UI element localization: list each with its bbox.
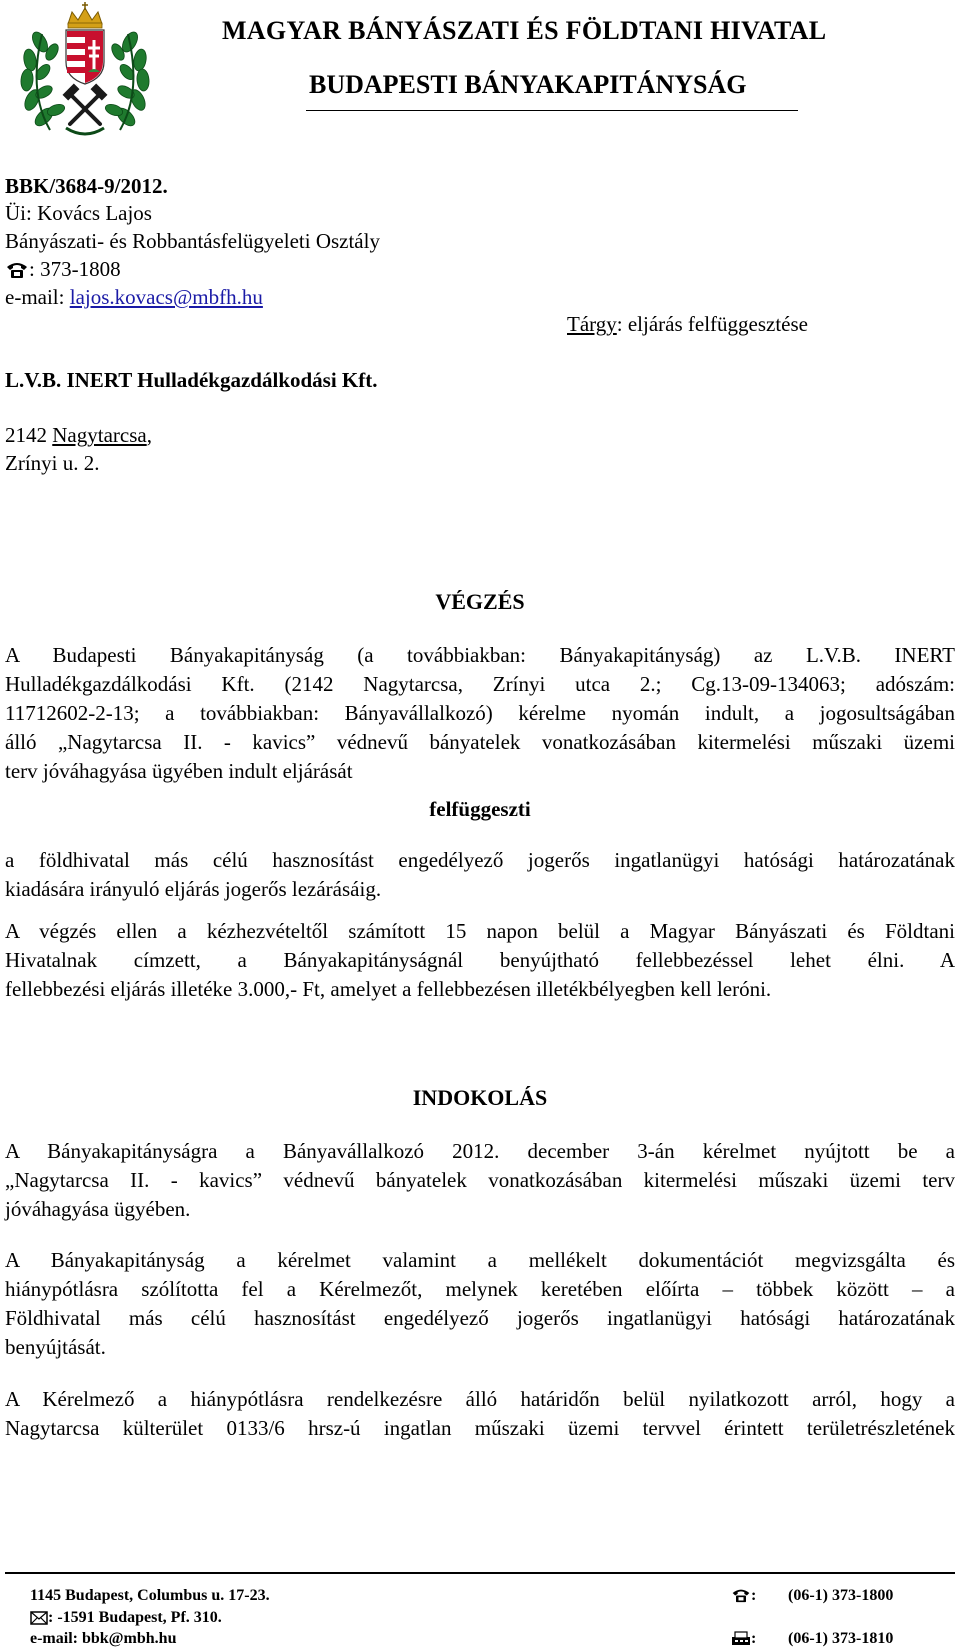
header-rule [306,110,798,111]
decision-verb: felfüggeszti [429,797,531,821]
footer-phone-sep: : [751,1587,757,1604]
text-line: 11712602-2-13; a továbbiakban: Bányavállalkozó) kérelme nyomán indult, a jogosultságában [5,701,955,725]
text-line: Nagytarcsa külterület 0133/6 hrsz-ú ingatlan műszaki üzemi tervvel érintett területrészletének [5,1416,955,1440]
text-line: A Bányakapitányság a kérelmet valamint a mellékelt dokumentációt megvizsgálta és [5,1248,955,1272]
text-line: Földhivatal más célú hasznosítást engedélyező jogerős ingatlanügyi hatósági határozatának [5,1306,955,1330]
footer-rule [5,1572,955,1574]
email-link[interactable]: lajos.kovacs@mbfh.hu [69,285,263,309]
hungarian-coat-of-arms-mining-crest-icon [10,2,160,150]
text-line: Hivatalnak címzett, a Bányakapitányságnál benyújtható fellebbezéssel lehet élni. A [5,948,955,972]
footer-phone-line [731,1588,756,1604]
reasoning-paragraph-2 [5,1246,955,1362]
text-line: fellebbezési eljárás illetéke 3.000,- Ft, amelyet a fellebbezésen illetékbélyegben kell leróni. [5,977,772,1001]
recipient-city-line [5,425,152,446]
text-line: A végzés ellen a kézhezvételtől számított 15 napon belül a Magyar Bányászati és Földtani [5,919,955,943]
text-line: hiánypótlásra szólította fel a Kérelmezőt, melynek keretében előírta – többek között – a [5,1277,955,1301]
reasoning-heading: INDOKOLÁS [412,1085,548,1110]
text-line: benyújtását. [5,1335,106,1359]
phone-line [5,259,121,280]
text-line: A Budapesti Bányakapitányság (a továbbiakban: Bányakapitányság) az L.V.B. INERT [5,643,955,667]
text-line: „Nagytarcsa II. - kavics” védnevű bányatelek vonatkozásában kitermelési műszaki üzemi terv [5,1168,955,1192]
phone-icon [5,261,29,279]
footer-pobox: : -1591 Budapest, Pf. 310. [48,1609,222,1626]
recipient-postcode: 2142 [5,423,53,447]
authority-title: MAGYAR BÁNYÁSZATI ÉS FÖLDTANI HIVATAL [222,16,827,45]
footer-phone: (06-1) 373-1800 [788,1587,894,1604]
recipient-name: L.V.B. INERT Hulladékgazdálkodási Kft. [5,368,378,392]
case-handler: Üi: Kovács Lajos [5,201,152,225]
department: Bányászati- és Robbantásfelügyeleti Osztály [5,229,380,253]
text-line: jóváhagyása ügyében. [5,1197,191,1221]
subject-label: Tárgy [567,312,617,336]
envelope-icon [30,1611,48,1625]
email-line [5,287,263,308]
decision-paragraph-2 [5,846,955,904]
decision-paragraph-1 [5,641,955,786]
reasoning-paragraph-1 [5,1137,955,1224]
recipient-street: Zrínyi u. 2. [5,451,100,475]
case-number: BBK/3684-9/2012. [5,174,168,198]
decision-heading: VÉGZÉS [435,589,525,614]
subject-line [567,314,808,335]
phone-number: : 373-1808 [29,257,121,281]
footer-fax-line [731,1631,756,1647]
text-line: A Bányakapitányságra a Bányavállalkozó 2012. december 3-án kérelmet nyújtott be a [5,1139,955,1163]
decision-paragraph-3 [5,917,955,1004]
text-line: Hulladékgazdálkodási Kft. (2142 Nagytarcsa, Zrínyi utca 2.; Cg.13-09-134063; adószám: [5,672,955,696]
email-label: e-mail: [5,285,70,309]
text-line: A Kérelmező a hiánypótlásra rendelkezésre álló határidőn belül nyilatkozott arról, hogy a [5,1387,955,1411]
authority-subtitle: BUDAPESTI BÁNYAKAPITÁNYSÁG [309,70,747,99]
footer-pobox-line [30,1610,222,1626]
recipient-city-suffix: , [146,423,152,447]
recipient-city: Nagytarcsa [52,423,147,447]
footer-fax-sep: : [751,1630,757,1647]
fax-icon [731,1631,751,1646]
text-line: álló „Nagytarcsa II. - kavics” védnevű bányatelek vonatkozásában kitermelési műszaki üzemi [5,730,955,754]
footer-fax: (06-1) 373-1810 [788,1630,894,1647]
text-line: terv jóváhagyása ügyében indult eljárását [5,759,353,783]
reasoning-paragraph-3 [5,1385,955,1443]
subject-text: : eljárás felfüggesztése [616,312,809,336]
text-line: a földhivatal más célú hasznosítást engedélyező jogerős ingatlanügyi hatósági határozatának [5,848,955,872]
footer-email: e-mail: bbk@mbh.hu [30,1630,177,1647]
phone-icon [731,1588,751,1603]
text-line: kiadására irányuló eljárás jogerős lezárásáig. [5,877,382,901]
footer-address: 1145 Budapest, Columbus u. 17-23. [30,1587,270,1604]
